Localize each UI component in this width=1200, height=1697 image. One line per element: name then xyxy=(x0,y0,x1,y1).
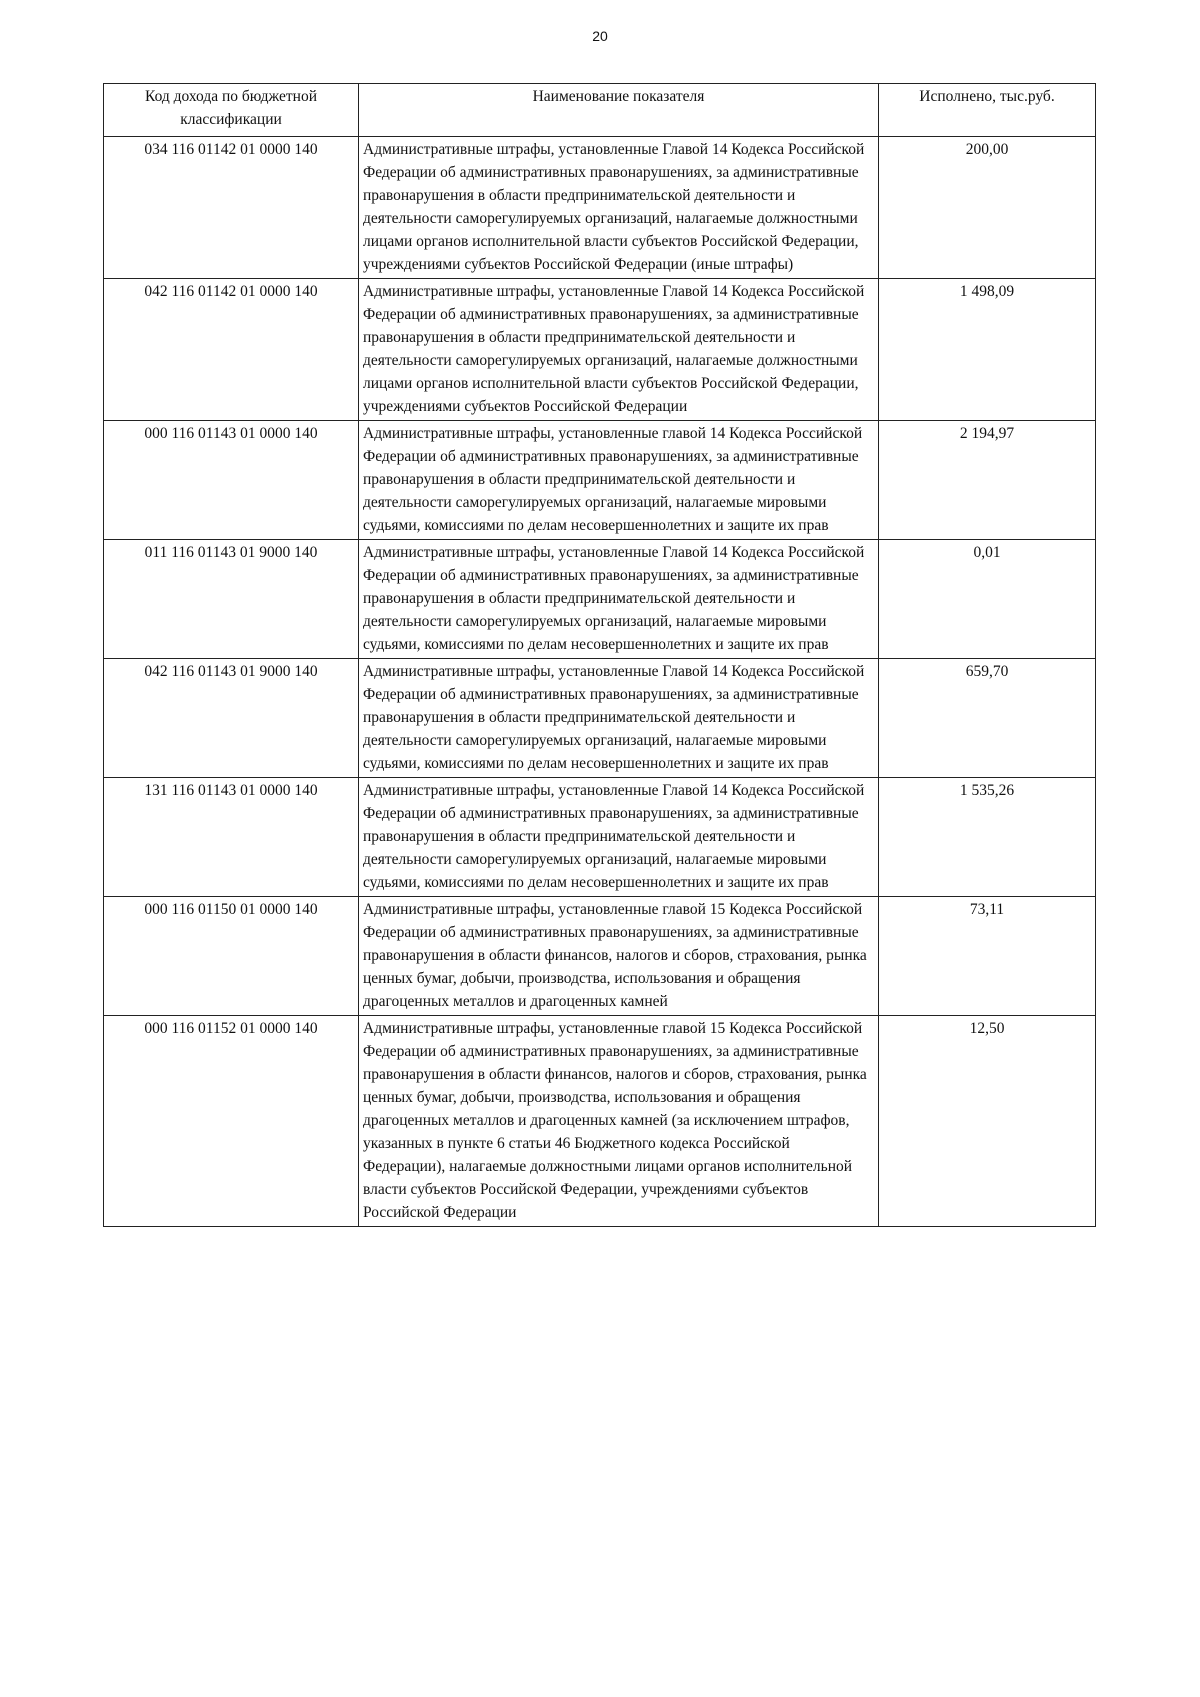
table-header-row xyxy=(104,84,1096,137)
row-amount: 1 498,09 xyxy=(879,279,1096,421)
row-name: Административные штрафы, установленные главой 15 Кодекса Российской Федерации об административных правонарушениях, за административные правонарушения в области финансов, налогов и сборов, страхования, рынка ценных бумаг, добычи, производства, использования и обращения драгоценных металлов и драгоценных камней xyxy=(359,897,879,1016)
row-amount: 12,50 xyxy=(879,1016,1096,1227)
row-amount: 1 535,26 xyxy=(879,778,1096,897)
row-name: Административные штрафы, установленные Главой 14 Кодекса Российской Федерации об административных правонарушениях, за административные правонарушения в области предпринимательской деятельности и деятельности саморегулируемых организаций, налагаемые мировыми судьями, комиссиями по делам несовершеннолетних и защите их прав xyxy=(359,659,879,778)
row-amount: 200,00 xyxy=(879,137,1096,279)
table-row xyxy=(104,540,1096,659)
page-number: 20 xyxy=(592,28,608,44)
row-name: Административные штрафы, установленные главой 15 Кодекса Российской Федерации об административных правонарушениях, за административные правонарушения в области финансов, налогов и сборов, страхования, рынка ценных бумаг, добычи, производства, использования и обращения драгоценных металлов и драгоценных камней (за исключением штрафов, указанных в пункте 6 статьи 46 Бюджетного кодекса Российской Федерации), налагаемые должностными лицами органов исполнительной власти субъектов Российской Федерации, учреждениями субъектов Российской Федерации xyxy=(359,1016,879,1227)
row-code: 000 116 01152 01 0000 140 xyxy=(104,1016,359,1227)
table-row xyxy=(104,1016,1096,1227)
row-amount: 73,11 xyxy=(879,897,1096,1016)
table-row xyxy=(104,279,1096,421)
row-name: Административные штрафы, установленные Главой 14 Кодекса Российской Федерации об административных правонарушениях, за административные правонарушения в области предпринимательской деятельности и деятельности саморегулируемых организаций, налагаемые должностными лицами органов исполнительной власти субъектов Российской Федерации, учреждениями субъектов Российской Федерации xyxy=(359,279,879,421)
row-name: Административные штрафы, установленные Главой 14 Кодекса Российской Федерации об административных правонарушениях, за административные правонарушения в области предпринимательской деятельности и деятельности саморегулируемых организаций, налагаемые мировыми судьями, комиссиями по делам несовершеннолетних и защите их прав xyxy=(359,540,879,659)
row-name: Административные штрафы, установленные главой 14 Кодекса Российской Федерации об административных правонарушениях, за административные правонарушения в области предпринимательской деятельности и деятельности саморегулируемых организаций, налагаемые мировыми судьями, комиссиями по делам несовершеннолетних и защите их прав xyxy=(359,421,879,540)
row-name: Административные штрафы, установленные Главой 14 Кодекса Российской Федерации об административных правонарушениях, за административные правонарушения в области предпринимательской деятельности и деятельности саморегулируемых организаций, налагаемые мировыми судьями, комиссиями по делам несовершеннолетних и защите их прав xyxy=(359,778,879,897)
row-code: 042 116 01142 01 0000 140 xyxy=(104,279,359,421)
header-name: Наименование показателя xyxy=(359,84,879,137)
header-code: Код дохода по бюджетной классификации xyxy=(104,84,359,137)
row-amount: 659,70 xyxy=(879,659,1096,778)
table-row xyxy=(104,421,1096,540)
row-code: 011 116 01143 01 9000 140 xyxy=(104,540,359,659)
row-amount: 0,01 xyxy=(879,540,1096,659)
table-row xyxy=(104,778,1096,897)
header-amount: Исполнено, тыс.руб. xyxy=(879,84,1096,137)
row-code: 000 116 01143 01 0000 140 xyxy=(104,421,359,540)
table-row xyxy=(104,659,1096,778)
row-amount: 2 194,97 xyxy=(879,421,1096,540)
row-code: 131 116 01143 01 0000 140 xyxy=(104,778,359,897)
table-row xyxy=(104,137,1096,279)
row-code: 034 116 01142 01 0000 140 xyxy=(104,137,359,279)
row-code: 000 116 01150 01 0000 140 xyxy=(104,897,359,1016)
row-name: Административные штрафы, установленные Главой 14 Кодекса Российской Федерации об административных правонарушениях, за административные правонарушения в области предпринимательской деятельности и деятельности саморегулируемых организаций, налагаемые должностными лицами органов исполнительной власти субъектов Российской Федерации, учреждениями субъектов Российской Федерации (иные штрафы) xyxy=(359,137,879,279)
table-row xyxy=(104,897,1096,1016)
row-code: 042 116 01143 01 9000 140 xyxy=(104,659,359,778)
revenue-table xyxy=(103,83,1096,1227)
